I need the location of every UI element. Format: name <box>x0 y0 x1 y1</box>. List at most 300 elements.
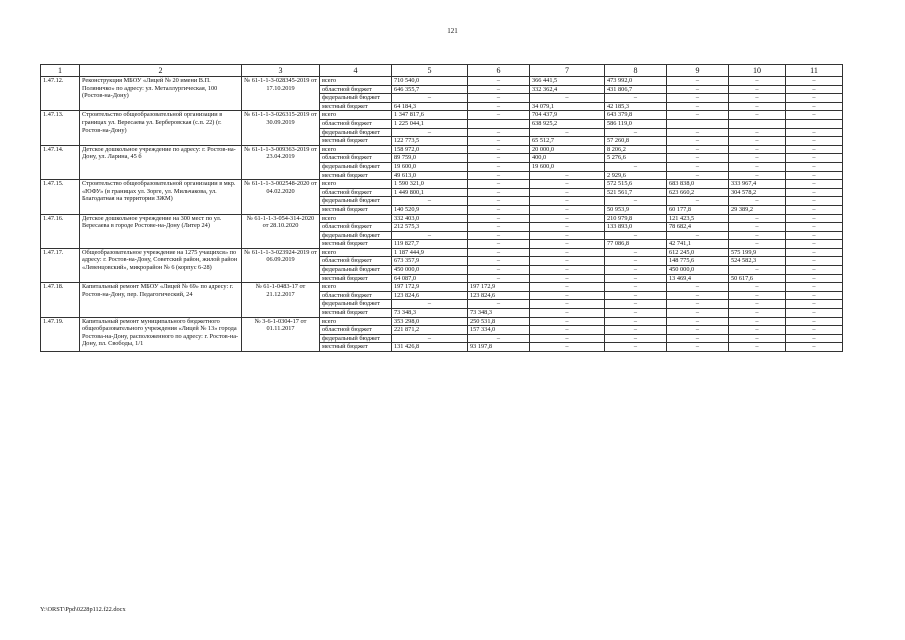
amount-cell: – <box>667 85 729 94</box>
amount-cell: 575 199,9 <box>729 248 786 257</box>
amount-cell: – <box>530 248 605 257</box>
amount-cell: 1 449 800,1 <box>392 188 468 197</box>
amount-cell: 683 838,0 <box>667 180 729 189</box>
funding-source: местный бюджет <box>320 240 392 249</box>
funding-source: местный бюджет <box>320 343 392 352</box>
amount-cell: – <box>468 231 530 240</box>
amount-cell: – <box>786 214 843 223</box>
amount-cell: 93 197,8 <box>468 343 530 352</box>
amount-cell: – <box>786 102 843 111</box>
amount-cell: – <box>729 128 786 137</box>
permit-number: № 61-1-1-3-054-314-2020 от 28.10.2020 <box>242 214 320 248</box>
amount-cell: – <box>786 317 843 326</box>
amount-cell: – <box>786 94 843 103</box>
project-name: Детское дошкольное учреждение по адресу: г. Ростов-на-Дону, ул. Ларина, 45 б <box>80 145 242 179</box>
col-header: 7 <box>530 65 605 77</box>
funding-source: всего <box>320 317 392 326</box>
amount-cell: – <box>530 283 605 292</box>
amount-cell: – <box>605 231 667 240</box>
amount-cell: 133 893,0 <box>605 223 667 232</box>
amount-cell: 673 357,9 <box>392 257 468 266</box>
amount-cell: – <box>605 128 667 137</box>
amount-cell: – <box>605 266 667 275</box>
col-header: 3 <box>242 65 320 77</box>
amount-cell: – <box>392 231 468 240</box>
amount-cell: – <box>729 343 786 352</box>
permit-number: № 3-6-1-0304-17 от 01.11.2017 <box>242 317 320 351</box>
amount-cell: – <box>786 128 843 137</box>
amount-cell: 60 177,8 <box>667 205 729 214</box>
amount-cell: – <box>667 309 729 318</box>
col-header: 2 <box>80 65 242 77</box>
amount-cell: – <box>468 102 530 111</box>
amount-cell: 431 806,7 <box>605 85 667 94</box>
amount-cell: – <box>729 214 786 223</box>
amount-cell: – <box>392 300 468 309</box>
amount-cell: – <box>468 334 530 343</box>
amount-cell: – <box>729 162 786 171</box>
item-number: 1.47.12. <box>41 77 80 111</box>
amount-cell: – <box>786 188 843 197</box>
amount-cell: – <box>667 283 729 292</box>
amount-cell: – <box>605 300 667 309</box>
amount-cell: 8 206,2 <box>605 145 667 154</box>
amount-cell: – <box>468 205 530 214</box>
amount-cell: – <box>468 111 530 120</box>
amount-cell: 122 773,5 <box>392 137 468 146</box>
funding-source: федеральный бюджет <box>320 334 392 343</box>
amount-cell: – <box>667 162 729 171</box>
funding-source: федеральный бюджет <box>320 231 392 240</box>
funding-source: областной бюджет <box>320 291 392 300</box>
amount-cell <box>667 119 729 128</box>
funding-source: федеральный бюджет <box>320 128 392 137</box>
funding-source: всего <box>320 283 392 292</box>
amount-cell: – <box>468 145 530 154</box>
amount-cell: – <box>530 214 605 223</box>
table-row <box>41 283 843 292</box>
amount-cell: 1 187 444,9 <box>392 248 468 257</box>
amount-cell: – <box>605 274 667 283</box>
table-row <box>41 248 843 257</box>
amount-cell: – <box>468 180 530 189</box>
funding-source: всего <box>320 111 392 120</box>
amount-cell: 646 355,7 <box>392 85 468 94</box>
amount-cell: – <box>667 334 729 343</box>
amount-cell: – <box>468 197 530 206</box>
amount-cell: – <box>605 162 667 171</box>
amount-cell: – <box>786 274 843 283</box>
amount-cell: – <box>530 309 605 318</box>
amount-cell: – <box>468 300 530 309</box>
amount-cell: 140 520,9 <box>392 205 468 214</box>
funding-source: федеральный бюджет <box>320 94 392 103</box>
amount-cell: – <box>530 197 605 206</box>
amount-cell: – <box>786 223 843 232</box>
item-number: 1.47.16. <box>41 214 80 248</box>
amount-cell: – <box>786 334 843 343</box>
table-row <box>41 214 843 223</box>
amount-cell: – <box>786 266 843 275</box>
project-name: Детское дошкольное учреждение на 300 мест по ул. Вересаева в городе Ростове-на-Дону (Литер 24) <box>80 214 242 248</box>
amount-cell: – <box>729 240 786 249</box>
budget-table <box>40 64 843 352</box>
amount-cell: 50 617,6 <box>729 274 786 283</box>
amount-cell: – <box>729 137 786 146</box>
amount-cell: – <box>530 231 605 240</box>
amount-cell: – <box>605 334 667 343</box>
amount-cell: 524 582,3 <box>729 257 786 266</box>
amount-cell: 450 000,0 <box>667 266 729 275</box>
funding-source: местный бюджет <box>320 171 392 180</box>
amount-cell: 221 871,2 <box>392 326 468 335</box>
amount-cell: – <box>605 291 667 300</box>
amount-cell: – <box>786 343 843 352</box>
amount-cell: 20 000,0 <box>530 145 605 154</box>
funding-source: областной бюджет <box>320 119 392 128</box>
item-number: 1.47.15. <box>41 180 80 214</box>
amount-cell: – <box>667 197 729 206</box>
amount-cell: – <box>468 137 530 146</box>
funding-source: всего <box>320 214 392 223</box>
amount-cell: – <box>468 240 530 249</box>
funding-source: областной бюджет <box>320 154 392 163</box>
amount-cell: 1 590 321,0 <box>392 180 468 189</box>
amount-cell: 64 184,3 <box>392 102 468 111</box>
funding-source: всего <box>320 180 392 189</box>
project-name: Реконструкция МБОУ «Лицей № 20 имени В.П. Поляничко» по адресу: ул. Металлургическая, 100 (Ростов-на-Дону) <box>80 77 242 111</box>
amount-cell: – <box>468 94 530 103</box>
funding-source: местный бюджет <box>320 274 392 283</box>
amount-cell: 366 441,5 <box>530 77 605 86</box>
amount-cell: – <box>605 317 667 326</box>
amount-cell: 612 245,0 <box>667 248 729 257</box>
amount-cell: – <box>605 257 667 266</box>
project-name: Строительство общеобразовательной организации в границах ул. Вересаева ул. Берберовская (с.п. 22) (г. Ростов-на-Дону) <box>80 111 242 145</box>
table-body <box>41 77 843 352</box>
amount-cell: 73 348,3 <box>392 309 468 318</box>
project-name: Капитальный ремонт муниципального бюджетного общеобразовательного учреждения «Лицей № 13» города Ростова-на-Дону, расположенного по адресу: г. Ростов-на-Дону, пл. Свободы, 1/1 <box>80 317 242 351</box>
amount-cell: – <box>667 291 729 300</box>
item-number: 1.47.19. <box>41 317 80 351</box>
funding-source: всего <box>320 77 392 86</box>
amount-cell: 157 334,0 <box>468 326 530 335</box>
amount-cell: – <box>468 266 530 275</box>
amount-cell: – <box>605 326 667 335</box>
amount-cell: 197 172,9 <box>392 283 468 292</box>
amount-cell: – <box>667 300 729 309</box>
col-header: 9 <box>667 65 729 77</box>
amount-cell: – <box>667 77 729 86</box>
amount-cell: – <box>786 231 843 240</box>
col-header: 1 <box>41 65 80 77</box>
amount-cell: 643 379,8 <box>605 111 667 120</box>
amount-cell: – <box>729 300 786 309</box>
col-header: 10 <box>729 65 786 77</box>
amount-cell: 78 682,4 <box>667 223 729 232</box>
amount-cell: – <box>468 154 530 163</box>
amount-cell: 19 600,0 <box>392 162 468 171</box>
amount-cell: 400,0 <box>530 154 605 163</box>
amount-cell: – <box>530 334 605 343</box>
amount-cell: – <box>530 188 605 197</box>
amount-cell: 1 225 044,1 <box>392 119 468 128</box>
amount-cell: – <box>786 300 843 309</box>
amount-cell: 5 276,6 <box>605 154 667 163</box>
amount-cell: – <box>729 334 786 343</box>
amount-cell: 123 824,6 <box>392 291 468 300</box>
amount-cell: 332 403,0 <box>392 214 468 223</box>
amount-cell: – <box>786 77 843 86</box>
amount-cell: – <box>468 257 530 266</box>
amount-cell: 332 362,4 <box>530 85 605 94</box>
amount-cell: – <box>392 334 468 343</box>
amount-cell: 333 967,4 <box>729 180 786 189</box>
table-row <box>41 111 843 120</box>
amount-cell: 2 929,6 <box>605 171 667 180</box>
amount-cell: – <box>667 154 729 163</box>
amount-cell <box>786 119 843 128</box>
amount-cell: – <box>667 317 729 326</box>
funding-source: федеральный бюджет <box>320 162 392 171</box>
amount-cell: – <box>729 94 786 103</box>
funding-source: местный бюджет <box>320 205 392 214</box>
amount-cell: 450 000,0 <box>392 266 468 275</box>
amount-cell: – <box>530 326 605 335</box>
amount-cell: – <box>786 145 843 154</box>
funding-source: областной бюджет <box>320 188 392 197</box>
amount-cell: – <box>605 248 667 257</box>
permit-number: № 61-1-1-3-002548-2020 от 04.02.2020 <box>242 180 320 214</box>
amount-cell: – <box>468 223 530 232</box>
amount-cell: – <box>392 94 468 103</box>
funding-source: местный бюджет <box>320 309 392 318</box>
amount-cell: – <box>786 137 843 146</box>
header-row <box>41 65 843 77</box>
amount-cell: – <box>530 171 605 180</box>
amount-cell: – <box>667 145 729 154</box>
amount-cell: 210 979,8 <box>605 214 667 223</box>
amount-cell: – <box>605 94 667 103</box>
amount-cell: – <box>786 283 843 292</box>
amount-cell: – <box>605 343 667 352</box>
table-row <box>41 77 843 86</box>
amount-cell <box>468 119 530 128</box>
amount-cell: – <box>667 128 729 137</box>
amount-cell: 304 578,2 <box>729 188 786 197</box>
funding-source: всего <box>320 248 392 257</box>
amount-cell: – <box>786 291 843 300</box>
amount-cell: – <box>530 274 605 283</box>
amount-cell: 704 437,9 <box>530 111 605 120</box>
amount-cell: – <box>468 162 530 171</box>
amount-cell: 521 561,7 <box>605 188 667 197</box>
funding-source: местный бюджет <box>320 137 392 146</box>
amount-cell: 148 775,6 <box>667 257 729 266</box>
amount-cell: – <box>667 326 729 335</box>
amount-cell: – <box>530 223 605 232</box>
file-path-footer: Y:\ORST\Ppd\0228p112.f22.docx <box>40 606 126 613</box>
amount-cell: – <box>729 266 786 275</box>
amount-cell: 1 347 817,6 <box>392 111 468 120</box>
amount-cell: – <box>786 180 843 189</box>
project-name: Общеобразовательное учреждение на 1275 учащихся» по адресу: г. Ростов-на-Дону, Советский район, жилой район «Левенцовский», микрорайон № 6 (корпус 6-28) <box>80 248 242 282</box>
funding-source: всего <box>320 145 392 154</box>
amount-cell: – <box>530 240 605 249</box>
amount-cell: 212 575,3 <box>392 223 468 232</box>
permit-number: № 61-1-1-3-009363-2019 от 23.04.2019 <box>242 145 320 179</box>
amount-cell: – <box>786 205 843 214</box>
amount-cell: 121 423,5 <box>667 214 729 223</box>
amount-cell: – <box>786 171 843 180</box>
amount-cell: – <box>729 326 786 335</box>
amount-cell: – <box>468 188 530 197</box>
amount-cell: – <box>786 162 843 171</box>
funding-source: федеральный бюджет <box>320 266 392 275</box>
amount-cell: 473 992,0 <box>605 77 667 86</box>
amount-cell: – <box>667 94 729 103</box>
amount-cell: – <box>468 214 530 223</box>
amount-cell: 572 515,6 <box>605 180 667 189</box>
item-number: 1.47.13. <box>41 111 80 145</box>
amount-cell: – <box>468 274 530 283</box>
item-number: 1.47.17. <box>41 248 80 282</box>
amount-cell: 119 827,7 <box>392 240 468 249</box>
table-row <box>41 145 843 154</box>
amount-cell: – <box>392 128 468 137</box>
amount-cell: – <box>530 266 605 275</box>
amount-cell: 197 172,9 <box>468 283 530 292</box>
amount-cell: – <box>729 317 786 326</box>
funding-source: областной бюджет <box>320 223 392 232</box>
amount-cell: – <box>667 171 729 180</box>
funding-source: федеральный бюджет <box>320 197 392 206</box>
col-header: 8 <box>605 65 667 77</box>
amount-cell: – <box>729 197 786 206</box>
amount-cell: 42 741,1 <box>667 240 729 249</box>
amount-cell: – <box>392 197 468 206</box>
amount-cell: – <box>667 137 729 146</box>
amount-cell: – <box>530 257 605 266</box>
table-row <box>41 317 843 326</box>
amount-cell: – <box>667 102 729 111</box>
amount-cell: – <box>729 102 786 111</box>
amount-cell: – <box>468 85 530 94</box>
funding-source: федеральный бюджет <box>320 300 392 309</box>
amount-cell: – <box>605 309 667 318</box>
col-header: 4 <box>320 65 392 77</box>
item-number: 1.47.18. <box>41 283 80 317</box>
amount-cell: – <box>468 77 530 86</box>
amount-cell: – <box>786 248 843 257</box>
amount-cell: – <box>667 231 729 240</box>
amount-cell: – <box>530 300 605 309</box>
amount-cell: – <box>786 85 843 94</box>
amount-cell: 353 298,0 <box>392 317 468 326</box>
funding-source: областной бюджет <box>320 257 392 266</box>
amount-cell: – <box>530 128 605 137</box>
amount-cell: – <box>605 197 667 206</box>
permit-number: № 61-1-1-3-026315-2019 от 30.09.2019 <box>242 111 320 145</box>
amount-cell: – <box>729 154 786 163</box>
amount-cell: – <box>468 171 530 180</box>
amount-cell: 73 348,3 <box>468 309 530 318</box>
item-number: 1.47.14. <box>41 145 80 179</box>
amount-cell: 586 119,0 <box>605 119 667 128</box>
amount-cell: – <box>729 231 786 240</box>
amount-cell: 50 953,9 <box>605 205 667 214</box>
amount-cell: – <box>729 111 786 120</box>
amount-cell: – <box>729 77 786 86</box>
amount-cell: – <box>786 111 843 120</box>
project-name: Строительство общеобразовательной организации в мкр. «ЮФУ» (в границах ул. Зорге, ул. Мильчакова, ул. Благодатная на территории ЗЖМ) <box>80 180 242 214</box>
amount-cell: 64 087,0 <box>392 274 468 283</box>
amount-cell: – <box>729 283 786 292</box>
amount-cell: – <box>729 145 786 154</box>
amount-cell: – <box>729 223 786 232</box>
amount-cell: – <box>605 283 667 292</box>
amount-cell: 29 389,2 <box>729 205 786 214</box>
amount-cell: – <box>786 154 843 163</box>
amount-cell: – <box>468 128 530 137</box>
amount-cell: – <box>786 257 843 266</box>
amount-cell: 57 260,8 <box>605 137 667 146</box>
amount-cell: 250 531,8 <box>468 317 530 326</box>
funding-source: местный бюджет <box>320 102 392 111</box>
amount-cell: – <box>786 197 843 206</box>
amount-cell: 638 925,2 <box>530 119 605 128</box>
amount-cell: – <box>530 291 605 300</box>
amount-cell <box>729 119 786 128</box>
permit-number: № 61-1-1-3-028345-2019 от 17.10.2019 <box>242 77 320 111</box>
amount-cell: – <box>729 85 786 94</box>
amount-cell: 710 540,0 <box>392 77 468 86</box>
permit-number: № 61-1-0483-17 от 21.12.2017 <box>242 283 320 317</box>
table-row <box>41 180 843 189</box>
amount-cell: – <box>667 343 729 352</box>
amount-cell: 19 600,0 <box>530 162 605 171</box>
amount-cell: – <box>729 309 786 318</box>
col-header: 11 <box>786 65 843 77</box>
amount-cell: – <box>786 309 843 318</box>
project-name: Капитальный ремонт МБОУ «Лицей № 69» по адресу: г. Ростов-на-Дону, пер. Педагогический, 24 <box>80 283 242 317</box>
amount-cell: – <box>530 343 605 352</box>
amount-cell: – <box>786 240 843 249</box>
amount-cell: 158 972,0 <box>392 145 468 154</box>
amount-cell: – <box>729 171 786 180</box>
page-number: 121 <box>447 27 458 35</box>
amount-cell: – <box>786 326 843 335</box>
amount-cell: 123 824,6 <box>468 291 530 300</box>
amount-cell: 65 512,7 <box>530 137 605 146</box>
amount-cell: – <box>530 94 605 103</box>
permit-number: № 61-1-1-3-023924-2019 от 06.09.2019 <box>242 248 320 282</box>
amount-cell: 131 426,8 <box>392 343 468 352</box>
amount-cell: 623 660,2 <box>667 188 729 197</box>
amount-cell: 49 613,0 <box>392 171 468 180</box>
amount-cell: – <box>530 180 605 189</box>
amount-cell: – <box>729 291 786 300</box>
amount-cell: 77 086,8 <box>605 240 667 249</box>
amount-cell: 42 185,3 <box>605 102 667 111</box>
col-header: 5 <box>392 65 468 77</box>
amount-cell: – <box>667 111 729 120</box>
amount-cell: 34 079,1 <box>530 102 605 111</box>
amount-cell: – <box>530 205 605 214</box>
amount-cell: 89 759,0 <box>392 154 468 163</box>
funding-source: областной бюджет <box>320 326 392 335</box>
funding-source: областной бюджет <box>320 85 392 94</box>
